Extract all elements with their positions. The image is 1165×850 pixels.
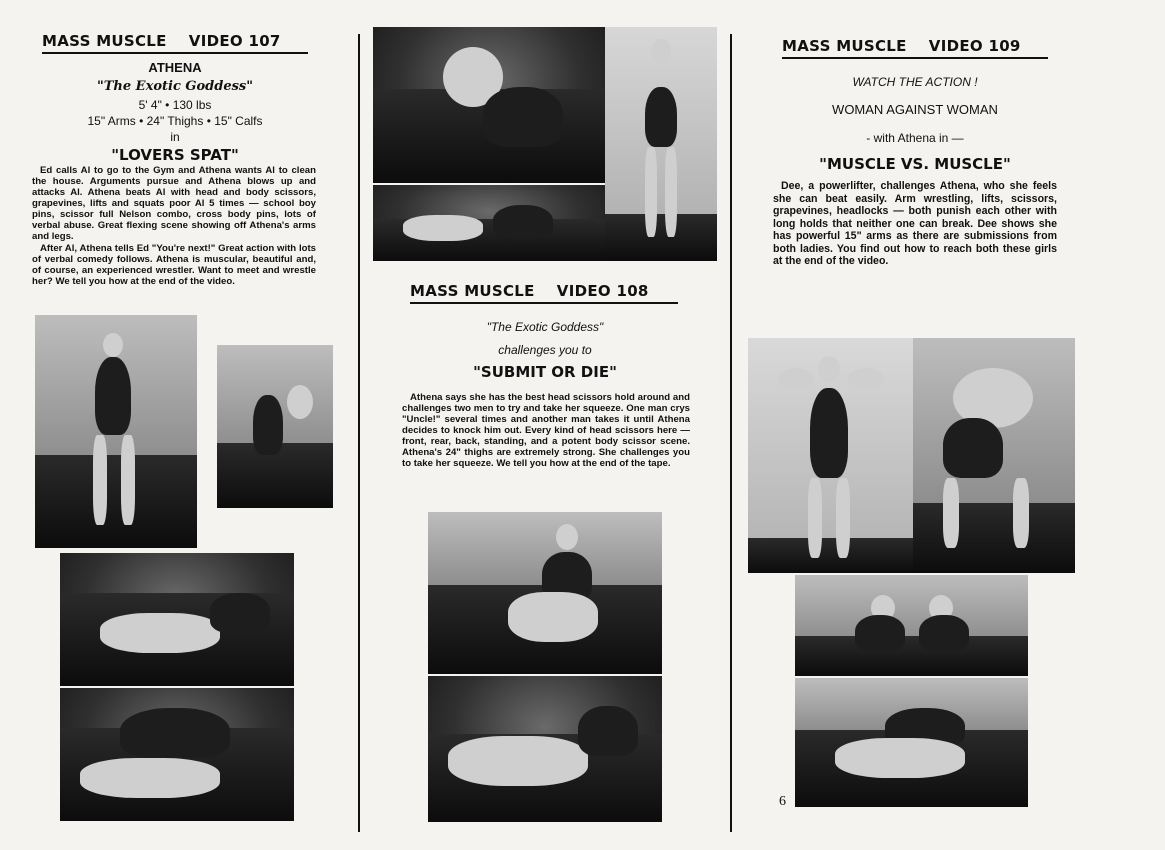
watch-the-action: WATCH THE ACTION ! bbox=[852, 75, 978, 89]
in-label: in bbox=[170, 130, 180, 144]
floor-hold-photo-1 bbox=[60, 553, 294, 686]
video-107-header: MASS MUSCLE VIDEO 107 bbox=[42, 32, 308, 54]
lovers-spat-title: "LOVERS SPAT" bbox=[111, 146, 239, 164]
athena-posing-photo bbox=[35, 315, 197, 548]
right-column-divider bbox=[730, 34, 732, 832]
video-107-description-2: After Al, Athena tells Ed "You're next!" Great action with lots of verbal comedy follows. Athena is muscular, beautiful and, of course, an experienced wrestler. Want to meet and wrestle her? We tell you how at the end of the video. bbox=[32, 243, 316, 287]
arm-wrestling-photo bbox=[795, 575, 1028, 676]
challenges-you-to: challenges you to bbox=[498, 343, 592, 357]
exotic-goddess-tagline: "The Exotic Goddess" bbox=[486, 320, 604, 334]
video-108-header: MASS MUSCLE VIDEO 108 bbox=[410, 282, 678, 304]
video-108-description: Athena says she has the best head scissors hold around and challenges two men to try and take her squeeze. One man crys "Uncle!" several times and another man takes it until Athena decides to knock him out. Every kind of head scissors here — front, rear, back, standing, and a potent body scissor scene. Athena's 24" thighs are extremely strong. She challenges you to take her squeeze. We tell you how at the end of the tape. bbox=[402, 392, 690, 469]
lift-hold-photo bbox=[913, 338, 1075, 573]
athena-standing-photo bbox=[605, 27, 717, 261]
video-107-description: Ed calls Al to go to the Gym and Athena wants Al to clean the house. Arguments pursue and Athena blows up and attacks Al. Athena beats Al with head and body scissors, grapevines, lifts and squats poor Al 5 times — school boy pins, scissor full Nelson combo, cross body pins, lots of verbal abuse. Great flexing scene showing off Athena's arms and legs. bbox=[32, 165, 316, 242]
floor-hold-photo-2 bbox=[60, 688, 294, 821]
scissor-hold-photo-top bbox=[373, 27, 605, 183]
head-scissors-photo-2 bbox=[428, 676, 662, 822]
athena-stats-line2: 15" Arms • 24" Thighs • 15" Calfs bbox=[87, 114, 263, 128]
submit-or-die-title: "SUBMIT OR DIE" bbox=[473, 363, 617, 381]
woman-against-woman: WOMAN AGAINST WOMAN bbox=[832, 102, 998, 117]
with-athena-in: - with Athena in — bbox=[866, 131, 964, 145]
video-109-description: Dee, a powerlifter, challenges Athena, who she feels she can beat easily. Arm wrestling, lifts, scissors, grapevines, headlocks — both punish each other with long holds that neither one can break. Dee shows she has powerful 15" arms as there are submissions from both ladies. You find out how to reach both these girls at the end of the video. bbox=[773, 180, 1057, 267]
muscle-vs-muscle-title: "MUSCLE VS. MUSCLE" bbox=[819, 155, 1011, 173]
scissor-hold-photo-bottom bbox=[373, 185, 605, 261]
athena-wrestling-photo-small bbox=[217, 345, 333, 508]
athena-name: ATHENA bbox=[148, 60, 202, 75]
athena-stats-line1: 5' 4" • 130 lbs bbox=[138, 98, 212, 112]
left-column-divider bbox=[358, 34, 360, 832]
floor-pin-photo bbox=[795, 678, 1028, 807]
head-scissors-photo-1 bbox=[428, 512, 662, 674]
video-109-header: MASS MUSCLE VIDEO 109 bbox=[782, 37, 1048, 59]
flexing-athena-photo bbox=[748, 338, 913, 573]
page-number: 6 bbox=[779, 794, 786, 809]
exotic-goddess-subtitle: "The Exotic Goddess" bbox=[96, 79, 254, 94]
